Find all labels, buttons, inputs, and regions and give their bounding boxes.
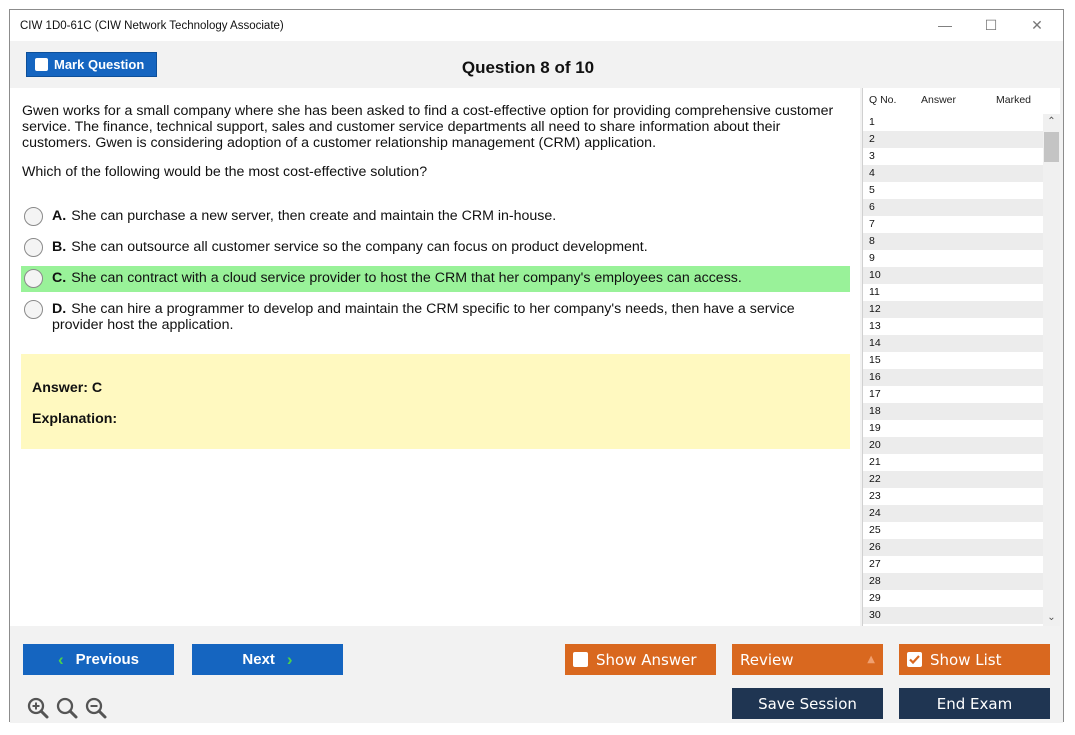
chevron-right-icon: › <box>286 649 293 669</box>
minimize-button[interactable]: — <box>938 17 952 33</box>
answer-box <box>21 354 850 449</box>
option-a[interactable] <box>21 204 850 230</box>
previous-button[interactable] <box>23 644 174 675</box>
show-list-button[interactable] <box>899 644 1050 675</box>
question-list-row[interactable]: 27 <box>869 558 881 570</box>
question-list-row[interactable]: 13 <box>869 320 881 332</box>
question-list <box>863 114 1043 624</box>
next-label: Next <box>242 651 275 668</box>
chevron-left-icon: ‹ <box>57 649 64 669</box>
mark-question-button[interactable] <box>26 52 157 77</box>
scrollbar[interactable] <box>1043 114 1060 626</box>
question-list-row[interactable]: 20 <box>863 437 1043 454</box>
question-list-row[interactable]: 18 <box>863 403 1043 420</box>
title-bar <box>10 10 1063 41</box>
question-text: Gwen works for a small company where she has been asked to find a cost-effective option for providing comprehensive customer service. The finance, technical support, sales and customer service departments all need to share information about their customers. Gwen is considering adoption of a customer relationship management (CRM) application. <box>22 103 834 151</box>
answer-label: Answer: C <box>32 380 103 396</box>
zoom-out-icon[interactable] <box>84 696 108 720</box>
question-list-row[interactable]: 4 <box>863 165 1043 182</box>
option-c[interactable] <box>21 266 850 292</box>
question-list-row[interactable]: 5 <box>869 184 875 196</box>
save-session-label: Save Session <box>758 694 857 713</box>
question-list-row[interactable]: 3 <box>869 150 875 162</box>
question-list-row[interactable]: 11 <box>869 286 880 298</box>
question-counter: Question 8 of 10 <box>461 58 595 77</box>
question-list-row[interactable]: 22 <box>863 471 1043 488</box>
exam-window <box>9 9 1064 722</box>
option-b[interactable] <box>21 235 850 261</box>
mark-question-label: Mark Question <box>54 57 145 72</box>
end-exam-button[interactable] <box>899 688 1050 719</box>
scroll-down-icon[interactable]: ⌄ <box>1047 612 1056 623</box>
radio-button[interactable] <box>24 207 43 226</box>
question-list-row[interactable]: 8 <box>863 233 1043 250</box>
end-exam-label: End Exam <box>936 694 1013 713</box>
save-session-button[interactable] <box>732 688 883 719</box>
checkbox-checked-icon <box>907 652 922 667</box>
previous-label: Previous <box>75 651 140 668</box>
review-dropdown[interactable] <box>732 644 883 675</box>
maximize-button[interactable]: ☐ <box>984 17 998 33</box>
next-button[interactable] <box>192 644 343 675</box>
question-list-row[interactable]: 29 <box>869 592 881 604</box>
question-list-row[interactable]: 25 <box>869 524 881 536</box>
option-letter: D. <box>52 301 67 317</box>
question-list-row[interactable]: 28 <box>863 573 1043 590</box>
review-label: Review <box>740 650 794 669</box>
option-letter: B. <box>52 239 67 255</box>
question-list-row[interactable]: 9 <box>869 252 875 264</box>
question-list-panel <box>862 88 1060 626</box>
option-text: She can hire a programmer to develop and maintain the CRM specific to her company's needs, then have a service provider host the application. <box>52 301 795 333</box>
question-list-row[interactable]: 26 <box>863 539 1043 556</box>
question-prompt: Which of the following would be the most cost-effective solution? <box>22 164 428 180</box>
question-list-row[interactable]: 16 <box>863 369 1043 386</box>
zoom-reset-icon[interactable] <box>55 696 79 720</box>
question-list-row[interactable]: 24 <box>863 505 1043 522</box>
footer <box>10 626 1063 723</box>
question-list-row[interactable]: 7 <box>869 218 875 230</box>
radio-button[interactable] <box>24 269 43 288</box>
question-list-row[interactable]: 12 <box>863 301 1043 318</box>
checkbox-icon <box>573 652 588 667</box>
explanation-label: Explanation: <box>32 411 118 427</box>
marked-header: Marked <box>996 94 1032 106</box>
option-letter: C. <box>52 270 67 286</box>
close-button[interactable]: ✕ <box>1031 17 1043 33</box>
question-list-row[interactable]: 2 <box>863 131 1043 148</box>
option-text: She can contract with a cloud service provider to host the CRM that her company's employees can access. <box>71 270 742 286</box>
checkbox-icon <box>35 58 48 71</box>
question-list-row[interactable]: 19 <box>869 422 881 434</box>
question-list-row[interactable]: 21 <box>869 456 881 468</box>
qno-header: Q No. <box>869 94 897 106</box>
answer-header: Answer <box>921 94 957 106</box>
question-list-header <box>863 88 1060 112</box>
radio-button[interactable] <box>24 300 43 319</box>
question-list-row[interactable]: 30 <box>863 607 1043 624</box>
show-answer-label: Show Answer <box>596 650 697 669</box>
scroll-thumb[interactable] <box>1044 132 1059 162</box>
question-list-row[interactable]: 23 <box>869 490 881 502</box>
show-answer-button[interactable] <box>565 644 716 675</box>
zoom-in-icon[interactable] <box>26 696 50 720</box>
radio-button[interactable] <box>24 238 43 257</box>
question-list-row[interactable]: 10 <box>863 267 1043 284</box>
question-list-row[interactable]: 14 <box>863 335 1043 352</box>
show-list-label: Show List <box>930 650 1002 669</box>
question-list-row[interactable]: 6 <box>863 199 1043 216</box>
dropdown-arrow-icon: ▲ <box>867 654 875 665</box>
question-list-row[interactable]: 1 <box>869 116 875 128</box>
question-panel <box>10 88 860 626</box>
question-list-row[interactable]: 15 <box>869 354 881 366</box>
option-text: She can outsource all customer service so the company can focus on product development. <box>71 239 648 255</box>
scroll-up-icon[interactable]: ⌃ <box>1047 116 1056 127</box>
option-text: She can purchase a new server, then create and maintain the CRM in-house. <box>71 208 557 224</box>
question-list-row[interactable]: 17 <box>869 388 881 400</box>
option-d[interactable] <box>21 297 850 337</box>
question-header <box>10 41 1063 88</box>
window-title: CIW 1D0-61C (CIW Network Technology Associate) <box>20 20 284 32</box>
option-letter: A. <box>52 208 67 224</box>
